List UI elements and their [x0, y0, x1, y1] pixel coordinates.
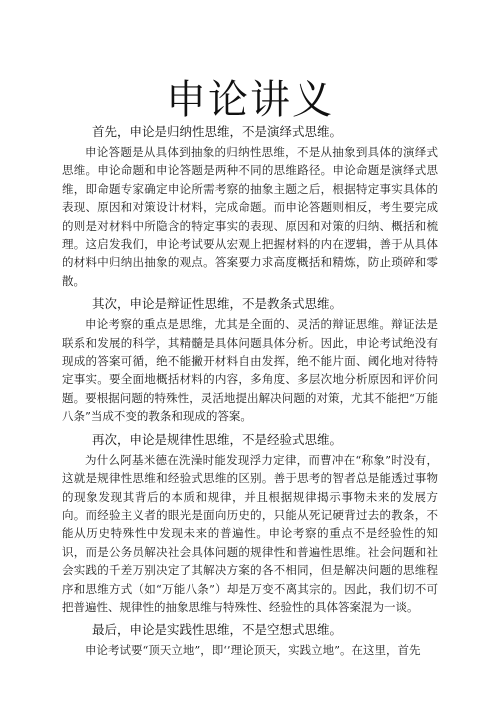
- document-title: 申论讲义: [166, 77, 334, 123]
- section-paragraph-4: 申论考试要“顶天立地”，即‘’理论顶天，实践立地”。在这里，首先: [85, 643, 421, 658]
- section-paragraph-2: 申论考察的重点是思维，尤其是全面的、灵活的辩证思维。辩证法是联系和发展的科学，其精髓是具体问题具体分析。因此，申论考试绝没有现成的答案可循，绝不能撇开材料自由发挥，绝不能片面、阈化地对待特定事实。要全面地概括材料的内容，多角度、多层次地分析原因和评价问题。要根据问题的特殊性，灵活地提出解决问题的对策，尤其不能把“万能八条”当成不变的教条和现成的答案。: [62, 317, 438, 424]
- section-heading-1: 首先，申论是归纳性思维，不是演绎式思维。: [92, 124, 343, 139]
- section-heading-4: 最后，申论是实践性思维，不是空想式思维。: [92, 622, 343, 638]
- section-heading-2: 其次，申论是辩证性思维，不是教条式思维。: [92, 296, 343, 312]
- document-body: [62, 118, 438, 662]
- section-heading-3: 再次，申论是规律性思维，不是经验式思维。: [92, 431, 343, 447]
- section-paragraph-3: 为什么阿基米德在洗澡时能发现浮力定律，而曹冲在“称象”时没有，这就是规律性思维和经验式思维的区别。善于思考的智者总是能透过事物的现象发现其背后的本质和规律，并且根据规律揭示事物未来的发展方向。而经验主义者的眼光是面向历史的，只能从死记硬背过去的教条，不能从历史特殊性中发现未来的普遍性。申论考察的重点不是经验性的知识，而是公务员解决社会具体问题的规律性和普遍性思维。社会问题和社会实践的千差万别决定了其解决方案的各不相同，但是解决问题的思维程序和思维方式（如“万能八条”）却是万变不离其宗的。因此，我们切不可把普遍性、规律性的抽象思维与特殊性、经验性的具体答案混为一谈。: [62, 452, 438, 614]
- section-paragraph-1: 申论答题是从具体到抽象的归纳性思维，不是从抽象到具体的演绎式思维。申论命题和申论答题是两种不同的思维路径。申论命题是演绎式思维，即命题专家确定申论所需考察的抽象主题之后，根据特定事实具体的表现、原因和对策设计材料，完成命题。而申论答题则相反，考生要完成的则是对材料中所隐含的特定事实的表现、原因和对策的归纳、概括和梳理。这启发我们，申论考试要从宏观上把握材料的内在逻辑，善于从具体的材料中归纳出抽象的观点。答案要力求高度概括和精炼，防止琐碎和零散。: [62, 145, 438, 288]
